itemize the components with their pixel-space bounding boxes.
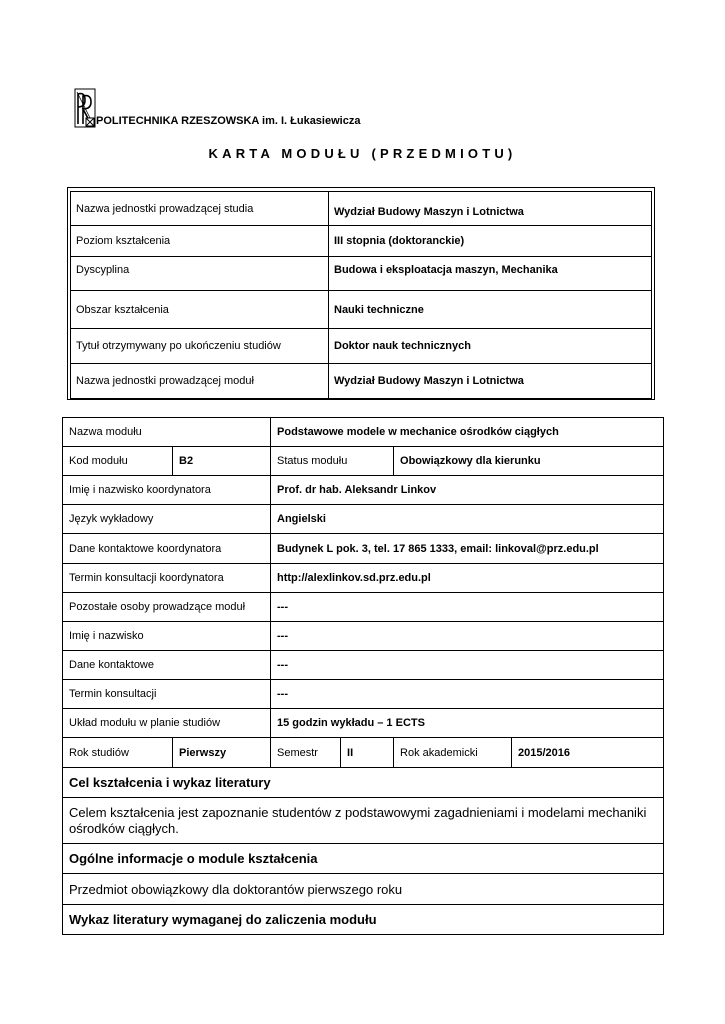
general-text: Przedmiot obowiązkowy dla doktorantów pierwszego roku [63, 874, 664, 905]
table-row [63, 874, 664, 905]
table-row [63, 593, 664, 622]
person-value: --- [271, 622, 664, 651]
person-contact-value: --- [271, 651, 664, 680]
table-row [71, 291, 652, 329]
table-row [71, 257, 652, 291]
table-row [71, 192, 652, 226]
coordinator-value: Prof. dr hab. Aleksandr Linkov [271, 476, 664, 505]
module-name-label: Nazwa modułu [63, 418, 271, 447]
table-row [63, 622, 664, 651]
table-row [63, 905, 664, 935]
semester-value: II [341, 738, 394, 768]
table-row [63, 418, 664, 447]
module-code-value: B2 [173, 447, 271, 476]
plan-value: 15 godzin wykładu – 1 ECTS [271, 709, 664, 738]
document-title: KARTA MODUŁU (PRZEDMIOTU) [208, 146, 517, 161]
person-contact-label: Dane kontaktowe [63, 651, 271, 680]
table-row [63, 476, 664, 505]
table-row [63, 844, 664, 874]
institution-name: POLITECHNIKA RZESZOWSKA im. I. Łukasiewicza [96, 115, 361, 127]
table-row [63, 709, 664, 738]
row-label: Nazwa jednostki prowadzącej moduł [71, 364, 329, 399]
language-label: Język wykładowy [63, 505, 271, 534]
semester-label: Semestr [271, 738, 341, 768]
literature-heading: Wykaz literatury wymaganej do zaliczenia modułu [63, 905, 664, 935]
contact-value: Budynek L pok. 3, tel. 17 865 1333, email: linkoval@prz.edu.pl [271, 534, 664, 564]
table-row [71, 226, 652, 257]
row-value: Nauki techniczne [329, 291, 652, 329]
row-value: Wydział Budowy Maszyn i Lotnictwa [329, 192, 652, 226]
module-status-label: Status modułu [271, 447, 394, 476]
academic-year-value: 2015/2016 [512, 738, 664, 768]
row-label: Poziom kształcenia [71, 226, 329, 257]
module-status-value: Obowiązkowy dla kierunku [394, 447, 664, 476]
table-row [63, 564, 664, 593]
person-consult-label: Termin konsultacji [63, 680, 271, 709]
person-consult-value: --- [271, 680, 664, 709]
goal-text: Celem kształcenia jest zapoznanie studentów z podstawowymi zagadnieniami i modelami mechaniki ośrodków ciągłych. [63, 798, 664, 844]
general-heading: Ogólne informacje o module kształcenia [63, 844, 664, 874]
row-label: Dyscyplina [71, 257, 329, 291]
others-label: Pozostałe osoby prowadzące moduł [63, 593, 271, 622]
table-row [63, 534, 664, 564]
year-value: Pierwszy [173, 738, 271, 768]
row-value: Doktor nauk technicznych [329, 329, 652, 364]
unit-table [70, 191, 652, 399]
consult-value: http://alexlinkov.sd.prz.edu.pl [271, 564, 664, 593]
table-row [63, 680, 664, 709]
table-row [71, 329, 652, 364]
table-row [63, 798, 664, 844]
goal-heading: Cel kształcenia i wykaz literatury [63, 768, 664, 798]
plan-label: Układ modułu w planie studiów [63, 709, 271, 738]
row-value: Wydział Budowy Maszyn i Lotnictwa [329, 364, 652, 399]
table-row [63, 738, 664, 768]
module-name-value: Podstawowe modele w mechanice ośrodków ciągłych [271, 418, 664, 447]
academic-year-label: Rok akademicki [394, 738, 512, 768]
table-row [63, 768, 664, 798]
row-value: Budowa i eksploatacja maszyn, Mechanika [329, 257, 652, 291]
row-label: Nazwa jednostki prowadzącej studia [71, 192, 329, 226]
consult-label: Termin konsultacji koordynatora [63, 564, 271, 593]
language-value: Angielski [271, 505, 664, 534]
others-value: --- [271, 593, 664, 622]
row-value: III stopnia (doktoranckie) [329, 226, 652, 257]
table-row [63, 447, 664, 476]
module-table [62, 417, 664, 935]
row-label: Obszar kształcenia [71, 291, 329, 329]
module-code-label: Kod modułu [63, 447, 173, 476]
year-label: Rok studiów [63, 738, 173, 768]
contact-label: Dane kontaktowe koordynatora [63, 534, 271, 564]
document-header [74, 88, 674, 132]
table-row [63, 505, 664, 534]
table-row [71, 364, 652, 399]
table-row [63, 651, 664, 680]
person-label: Imię i nazwisko [63, 622, 271, 651]
prz-logo-icon [74, 88, 96, 128]
coordinator-label: Imię i nazwisko koordynatora [63, 476, 271, 505]
row-label: Tytuł otrzymywany po ukończeniu studiów [71, 329, 329, 364]
